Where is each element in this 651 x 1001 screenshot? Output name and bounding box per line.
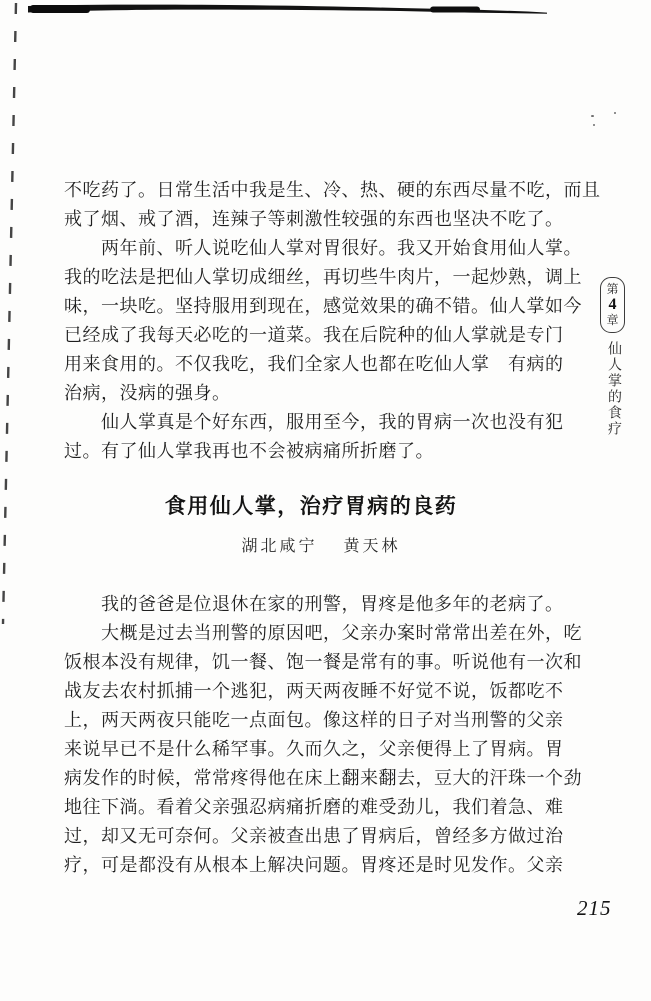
- byline-location: 湖北咸宁: [241, 538, 318, 555]
- text-line: 过。有了仙人掌我再也不会被病痛所折磨了。: [64, 441, 434, 461]
- scan-noise-speck: [614, 112, 616, 114]
- text-line: 病发作的时候，常常疼得他在床上翻来翻去，豆大的汗珠一个劲: [64, 768, 582, 788]
- page-number: 215: [577, 896, 612, 920]
- ending-passage: [64, 176, 601, 466]
- text-line: 已经成了我每天必吃的一道菜。我在后院种的仙人掌就是专门: [64, 325, 564, 345]
- text-line: 用来食用的。不仅我吃，我们全家人也都在吃仙人掌 有病的: [64, 354, 564, 374]
- text-line: 过，却又无可奈何。父亲被查出患了胃病后，曾经多方做过治: [64, 826, 564, 846]
- article-title: 食用仙人掌，治疗胃病的良药: [164, 494, 458, 518]
- article-body: [64, 590, 582, 880]
- chapter-title-vertical: 仙人掌的食疗: [606, 341, 621, 437]
- text-line: 治病，没病的强身。: [64, 383, 231, 403]
- chapter-stamp-suffix: 章: [606, 313, 619, 327]
- chapter-stamp-prefix: 第: [606, 282, 619, 296]
- text-line: 大概是过去当刑警的原因吧，父亲办案时常常出差在外，吃: [101, 623, 582, 643]
- chapter-stamp: [600, 277, 625, 333]
- text-line: 味，一块吃。坚持服用到现在，感觉效果的确不错。仙人掌如今: [64, 296, 582, 316]
- scan-noise-speck: [591, 115, 594, 117]
- text-line: 疗，可是都没有从根本上解决问题。胃疼还是时见发作。父亲: [64, 855, 564, 875]
- text-line: 戒了烟、戒了酒，连辣子等刺激性较强的东西也坚决不吃了。: [64, 209, 564, 229]
- scan-edge-top-line: [0, 0, 651, 22]
- text-line: 战友去农村抓捕一个逃犯，两天两夜睡不好觉不说，饭都吃不: [64, 681, 564, 701]
- text-line: 不吃药了。日常生活中我是生、冷、热、硬的东西尽量不吃，而且: [64, 180, 601, 200]
- scan-noise-speck: [593, 124, 595, 126]
- text-line: 上，两天两夜只能吃一点面包。像这样的日子对当刑警的父亲: [64, 710, 564, 730]
- article-byline: [74, 533, 568, 556]
- scan-edge-left-dashes: [0, 0, 26, 640]
- text-line: 饭根本没有规律，饥一餐、饱一餐是常有的事。听说他有一次和: [64, 652, 582, 672]
- text-line: 我的吃法是把仙人掌切成细丝，再切些牛肉片，一起炒熟，调上: [64, 267, 582, 287]
- byline-author: 黄天林: [343, 538, 401, 555]
- text-line: 地往下淌。看着父亲强忍病痛折磨的难受劲儿，我们着急、难: [64, 797, 564, 817]
- text-line: 两年前、听人说吃仙人掌对胃很好。我又开始食用仙人掌。: [101, 238, 582, 258]
- text-line: 来说早已不是什么稀罕事。久而久之，父亲便得上了胃病。胃: [64, 739, 564, 759]
- text-line: 我的爸爸是位退休在家的刑警，胃疼是他多年的老病了。: [101, 594, 564, 614]
- chapter-stamp-number: 4: [608, 296, 617, 313]
- text-line: 仙人掌真是个好东西，服用至今，我的胃病一次也没有犯: [101, 412, 564, 432]
